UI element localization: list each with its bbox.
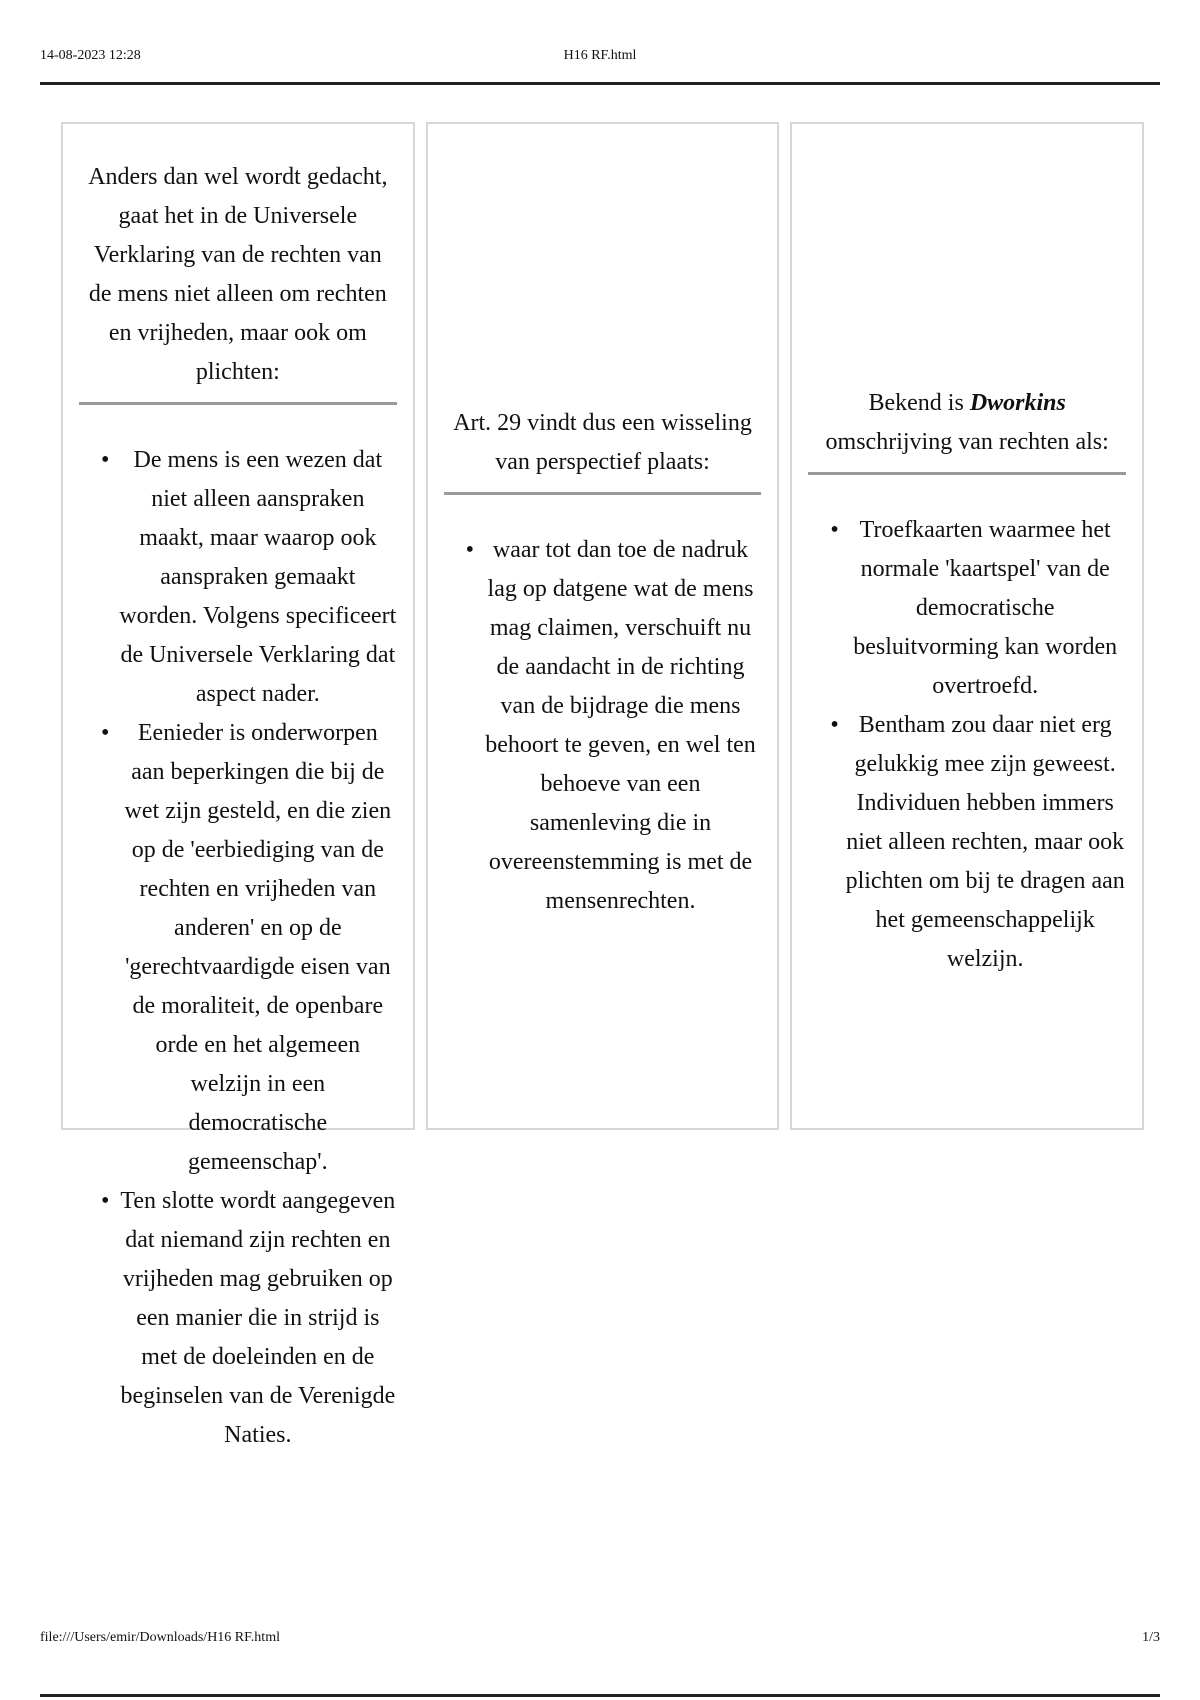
card-intro: Art. 29 vindt dus een wisseling van perspectief plaats:	[444, 404, 762, 495]
card-intro: Anders dan wel wordt gedacht, gaat het in de Universele Verklaring van de rechten van de mens niet alleen om rechten en vrijheden, maar ook om plichten:	[79, 158, 397, 405]
list-item: • Troefkaarten waarmee het normale 'kaartspel' van de democratische besluitvorming kan worden overtroefd.	[808, 511, 1126, 706]
intro-text-before: Bekend is	[868, 390, 970, 416]
print-footer	[40, 1630, 1160, 1697]
list-item: • Eenieder is onderworpen aan beperkingen die bij de wet zijn gesteld, en die zien op de 'eerbiediging van de rechten en vrijheden van anderen' en op de 'gerechtvaardigde eisen van de moraliteit, de openbare orde en het algemeen welzijn in een democratische gemeenschap'.	[79, 714, 397, 1182]
document-title: H16 RF.html	[563, 48, 637, 63]
list-item: • waar tot dan toe de nadruk lag op datgene wat de mens mag claimen, verschuift nu de aandacht in de richting van de bijdrage die mens behoort te geven, en wel ten behoeve van een samenleving die in overeenstemming is met de mensenrechten.	[444, 531, 762, 921]
card-plichten	[61, 122, 415, 1448]
intro-text-after: omschrijving van rechten als:	[825, 429, 1109, 455]
intro-emphasis: Dworkins	[969, 390, 1066, 416]
list-item: • Bentham zou daar niet erg gelukkig mee zijn geweest. Individuen hebben immers niet alleen rechten, maar ook plichten om bij te dragen aan het gemeenschappelijk welzijn.	[808, 706, 1126, 979]
card-art-29	[426, 122, 780, 1130]
print-header	[40, 42, 1160, 85]
card-columns	[61, 122, 1144, 1448]
print-date: 14-08-2023 12:28	[40, 48, 141, 63]
card-intro	[808, 384, 1126, 475]
card-list	[79, 441, 397, 1455]
card-dworkin	[790, 122, 1144, 1130]
file-path: file:///Users/emir/Downloads/H16 RF.html	[40, 1630, 280, 1645]
page-number: 1/3	[1142, 1630, 1160, 1645]
card-list	[808, 511, 1126, 979]
list-item: • De mens is een wezen dat niet alleen aanspraken maakt, maar waarop ook aanspraken gemaakt worden. Volgens specificeert de Universele Verklaring dat aspect nader.	[79, 441, 397, 714]
list-item: • Ten slotte wordt aangegeven dat niemand zijn rechten en vrijheden mag gebruiken op een manier die in strijd is met de doeleinden en de beginselen van de Verenigde Naties.	[79, 1182, 397, 1455]
card-list	[444, 531, 762, 921]
